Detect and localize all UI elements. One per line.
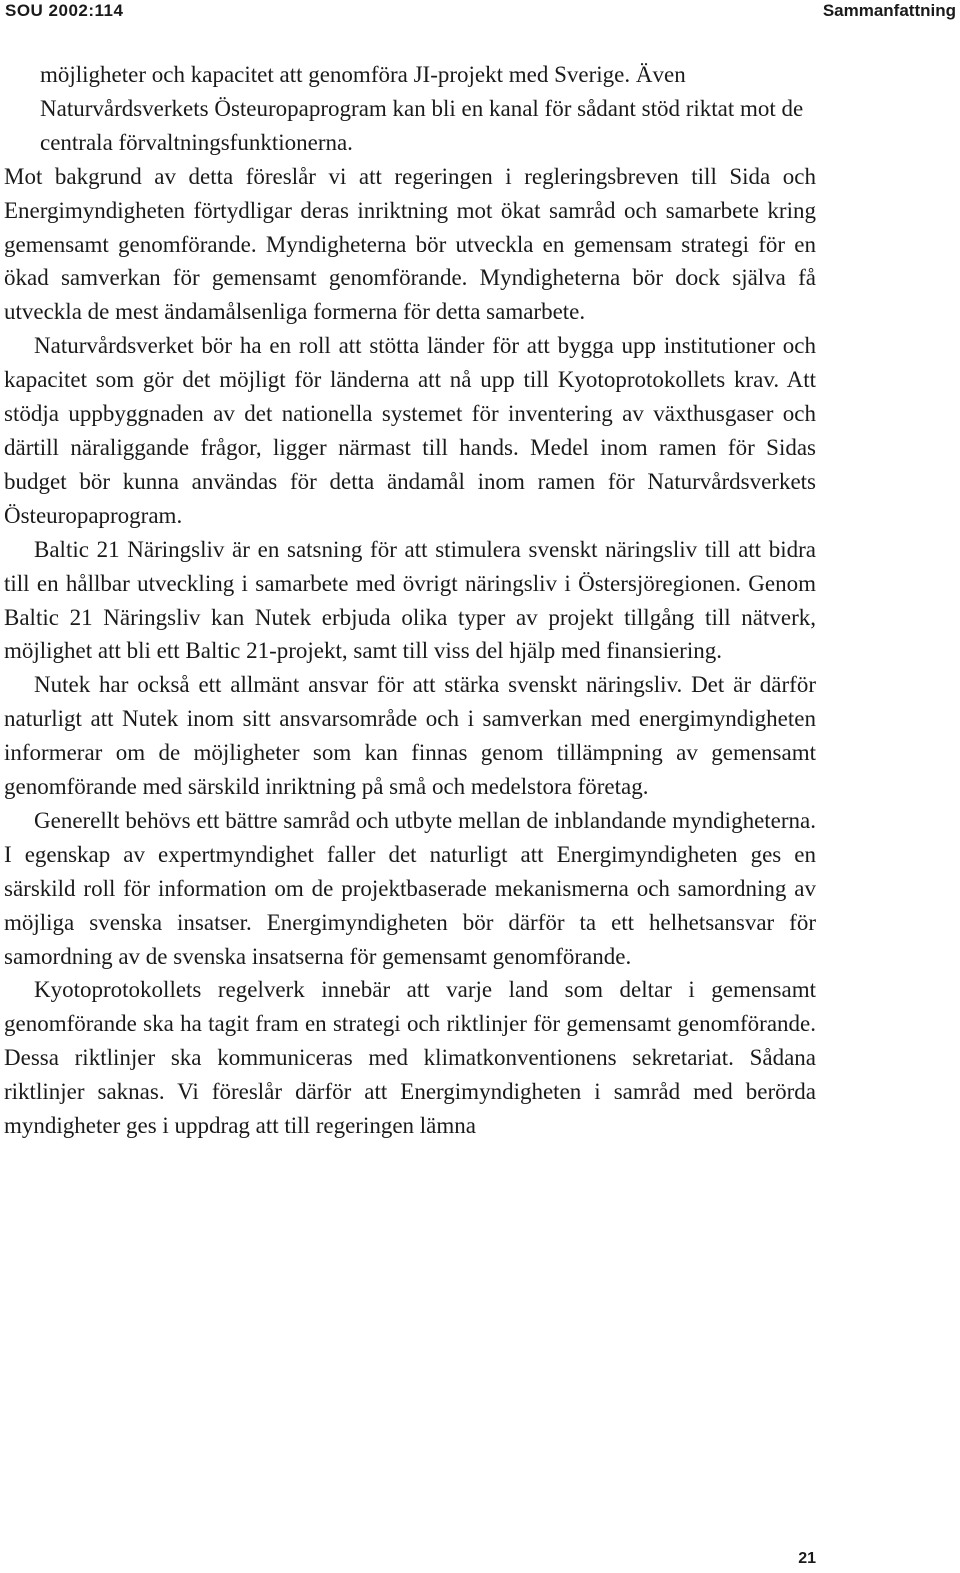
section-title: Sammanfattning [822,1,956,20]
report-reference: SOU 2002:114 [5,1,124,20]
paragraph-continuation: möjligheter och kapacitet att genomföra JI-projekt med Sverige. Även Naturvårdsverkets Östeuropaprogram kan bli en kanal för sådant stöd riktat mot de centrala förvaltningsfunktionerna. [40,62,804,155]
page-header [0,0,960,24]
paragraph: Nutek har också ett allmänt ansvar för att stärka svenskt näringsliv. Det är därför naturligt att Nutek inom sitt ansvarsområde och i samverkan med energimyndigheten informerar om de möjligheter som kan finnas genom tillämpning av gemensamt genomförande med särskild inriktning på små och medelstora företag. [4,672,816,800]
paragraph: Naturvårdsverket bör ha en roll att stötta länder för att bygga upp institutioner och kapacitet som gör det möjligt för länderna att nå upp till Kyotoprotokollets krav. Att stödja uppbyggnaden av det nationella systemet för inventering av växthusgaser och därtill näraliggande frågor, ligger närmast till hands. Medel inom ramen för Sidas budget bör kunna användas för detta ändamål inom ramen för Naturvårdsverkets Östeuropaprogram. [4,333,816,528]
paragraph: Generellt behövs ett bättre samråd och utbyte mellan de inblandande myndigheterna. I egenskap av expertmyndighet faller det naturligt att Energimyndigheten ges en särskild roll för information om de projektbaserade mekanismerna och samordning av möjliga svenska insatser. Energimyndigheten bör därför ta ett helhetsansvar för samordning av de svenska insatserna för gemensamt genomförande. [4,807,816,969]
paragraph: Mot bakgrund av detta föreslår vi att regeringen i regleringsbreven till Sida och Energimyndigheten förtydligar deras inriktning mot ökat samråd och samarbete kring gemensamt genomförande. Myndigheterna bör utveckla en gemensam strategi för en ökad samverkan för gemensamt genomförande. Myndigheterna bör dock själva få utveckla de mest ändamålsenliga formerna för detta samarbete. [4,163,816,325]
page-number: 21 [798,1550,816,1567]
paragraph: Baltic 21 Näringsliv är en satsning för att stimulera svenskt näringsliv till att bidra till en hållbar utveckling i samarbete med övrigt näringsliv i Östersjöregionen. Genom Baltic 21 Näringsliv kan Nutek erbjuda olika typer av projekt tillgång till nätverk, möjlighet att bli ett Baltic 21-projekt, samt till viss del hjälp med finansiering. [4,536,816,664]
paragraph: Kyotoprotokollets regelverk innebär att varje land som deltar i gemensamt genomförande ska ha tagit fram en strategi och riktlinjer för gemensamt genomförande. Dessa riktlinjer ska kommuniceras med klimatkonventionens sekretariat. Sådana riktlinjer saknas. Vi föreslår därför att Energimyndigheten i samråd med berörda myndigheter ges i uppdrag att till regeringen lämna [4,977,816,1139]
body-text [4,58,816,1143]
